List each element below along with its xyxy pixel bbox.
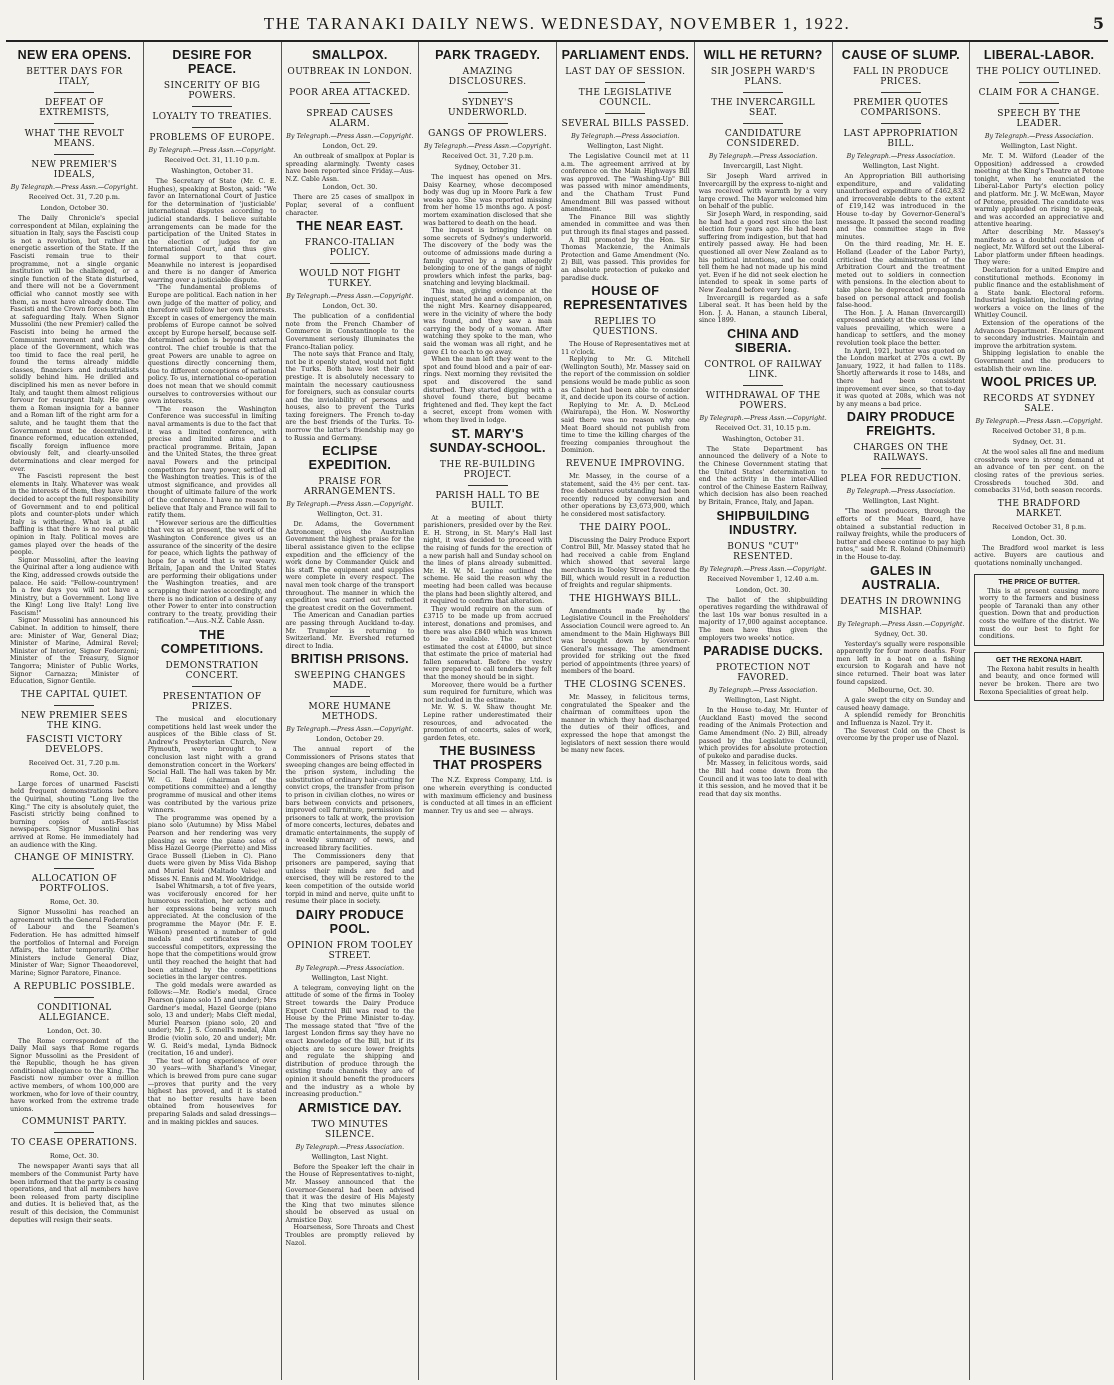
column-7 [833,42,971,1380]
subheading: WOULD NOT FIGHT TURKEY. [299,269,401,290]
article-text: Mr. W. S. W. Shaw thought Mr. Lepine rather underestimated their resources, and advocated the promotion of concerts, sales of work, garden fetes, etc. [423,703,552,742]
headline: ARMISTICE DAY. [297,1100,402,1115]
headline: THE NEAR EAST. [296,219,404,234]
article-text: An outbreak of smallpox at Poplar is spreading alarmingly. Twenty cases have been reported since Friday.—Aus-N.Z. Cable Assn. [285,152,415,183]
divider [330,696,370,697]
column-4 [419,42,557,1380]
article-text: Replying to Mr. G. Mitchell (Wellington South), Mr. Massey said on the report of the commission on soldier pensions would be made public as soon as Cabinet had been able to consider it, and decide upon its course of action. [561,355,690,402]
article-text: Isabel Whitmarsh, a tot of five years, was vociferously encored for her humorous recitation, her actions and her expressions being very much appreciated. At the conclusion of the programme the Mayor (Mr. F. E. Wilson) presented a number of gold medals and certificates to the successful competitors, expressing the hope that the competitions would grow until they reached the height that had been attained by the competitions societies in the larger centres. [147,882,277,982]
headline: ECLIPSE EXPEDITION. [308,444,392,473]
column-6 [695,42,833,1380]
columns-container [6,42,1108,1380]
subheading: GANGS OF PROWLERS. [428,129,548,139]
dateline: London, October 30. [40,204,109,212]
article-text: After describing Mr. Massey's manifesto as a doubtful confession of neglect, Mr. Wilford set out the Liberal-Labor platform under fifteen headings. They were: [974,227,1104,267]
subheading: OPINION FROM TOOLEY STREET. [286,940,413,961]
dateline: Rome, Oct. 30. [49,898,99,907]
article-text: The Hon. J. A. Hanan (Invercargill) expressed anxiety at the excessive land values prevailing, which were a handicap to settlers, and the money revolution took place the better. [836,308,966,348]
byline: By Telegraph.—Press Association. [708,687,818,695]
column-8 [970,42,1108,1380]
subheading: CHANGE OF MINISTRY. [14,853,135,864]
headline: GALES IN AUSTRALIA. [861,563,941,592]
ad-heading: GET THE REXONA HABIT. [995,656,1083,664]
subheading: PROBLEMS OF EUROPE. [149,133,275,143]
article-text: The Commissioners deny that prisoners are pampered, saying that unless their minds are fed and exercised, they will be restored to the keen competition of the outside world torpid in mind and nerve, quite unfit to resume their place in society. [285,851,415,906]
dateline: London, Oct. 30. [322,183,378,192]
article-text: The test of long experience of over 30 years—with Sharland's Vinegar, which is brewed from pure cane sugar—proves that purity and the very highest has proved, and it is stated that no better results have been obtained from housewives for preparing Salads and salad dressings—and in making pickles and sauces. [147,1056,277,1126]
dateline: Sydney, Oct. 31. [1012,438,1066,447]
subheading: PRAISE FOR ARRANGEMENTS. [303,477,396,498]
masthead [6,8,1108,42]
subheading: DEMONSTRATION CONCERT. [165,661,259,682]
article-text: The inquest is bringing light on some secrets of Sydney's underworld. The discovery of the body was the outcome of admissions made during a family quarrel by a man allegedly belonging to one of the gangs of night prowlers which infest the parks, bag-snatching and levying blackmail. [423,226,552,288]
article-text: The musical and elocutionary competitions held last week under the auspices of the Bible class of St. Andrew's Presbyterian Church, New Plymouth, were brought to a conclusion last night with a grand demonstration concert in the Workers' Social Hall. The hall was taken by Mr. W. G. Reid (chairman of the competitions committee) and a lengthy programme of musical and other items was contributed by the various prize winners. [147,715,277,815]
dateline: Wellington, Oct. 31. [317,510,383,519]
divider [54,1132,94,1133]
article-text: The annual report of the Commissioners of Prisons states that sweeping changes are being effected in the prison system, including the substitution of ordinary hair-cutting for convict crops, the transfer from prison to prison in civilian clothes, no wires or bars between convicts and prisoners, improved cell furniture, permission for prisoners to talk at work, the provision of more concerts, lectures, debates and dramatic entertainments, the supply of a weekly summary of news, and increased library facilities. [285,745,415,853]
article-text: The Daily Chronicle's special correspondent at Milan, explaining the situation in Italy, says the Fascisti coup is not a revolution, but rather an energetic assertion of the State. If the Fascisti remain true to their programme, not a single organic institution will be challenged, or a single function of the State disturbed, and there will not be a Government official who cannot mostly see with them, as most have already done. The Fascisti and the Crown forces both aim at safeguarding Italy. When Signor Mussolini (the new Premier) called the Fascisti into being he armed the Communist movement and take the place of the Government, which was too timid to face the real peril, he found the terms already middle classes, financiers and industrialists solidly behind him. He drilled and disciplined his men as never before in Italy, and taught them almost religious fervour for resurgent Italy. He gave them a Roman insignia for a banner and a Roman lift of the right arm for a salute, and he taught them that the Government must be decentralised, finance reformed, education extended, fiscally foreign influence more obviously felt, and clearly-unsoiled determinations and clear merged for ever. [10,214,139,473]
advertisement [974,574,1104,646]
headline: ST. MARY'S SUNDAY-SCHOOL. [429,426,546,455]
article-text: A gale swept the city on Sunday and caused heavy damage. [836,696,966,712]
article-text: This man, giving evidence at the inquest, stated he and a companion, on the night Mrs. Kearney disappeared, were in the vicinity of where the body was found, and they saw a man carrying the body of a woman. After watching they spoke to the man, who said the woman was all right, and he gave £1 to each to go away. [423,286,552,356]
divider [330,82,370,83]
subheading: PREMIER QUOTES COMPARISONS. [853,98,949,118]
dateline: London, Oct. 30. [735,585,791,594]
dateline: Received Oct. 31, 10.15 p.m. [715,423,811,432]
article-text: Moreover, there would be a further sum required for furniture, which was not included in the estimate. [423,680,552,704]
subheading: REVENUE IMPROVING. [565,459,685,469]
divider [54,705,94,706]
headline: PARK TRAGEDY. [435,48,541,62]
dateline: Invercargill, Last Night. [723,162,803,170]
headline: DESIRE FOR PEACE. [172,48,252,76]
headline: NEW ERA OPENS. [17,48,132,62]
article-text: The Fascisti represent the best elements in Italy. Whatever was weak in the interests of them, they have now decided to accept the full responsibility of Government and to end political plots and counter-plots under which Italy is withering. What is at all baffling is that there is no real public opinion in Italy. Political moves are games played over the heads of the people. [10,472,139,557]
article-text: The State Department has announced the delivery of a Note to the Chinese Government stating that the United States' determination to end the activity in the inter-Allied control of the Chinese Eastern Railway, which decision has also been reached by Britain, France, Italy, and Japan. [698,444,828,507]
article-text: They would require on the sum of £3715 to be made up from accrued interest, donations and promises, and there was also £840 which was known to be available. The architect estimated the cost at £4000, but since that estimate the price of material had fallen somewhat. Before the vestry were prepared to call tenders they felt that the money should be in sight. [423,604,552,682]
article-text: The gold medals were awarded as follows:—Mr. Rodie's medal, Grace Pearson (piano solo 15 and under); Mrs Gardner's medal, Hazel George (piano solo, 13 and under); Mabs Cleft medal, Muriel Pearson (piano solo, 20 and under); Mr. J. S. Connell's medal, Alan Brodie (violin solo, 20 and under); Mr. W. G. Reid's medal, Lynda Bidnock (recitation, 16 and under). [147,980,277,1058]
dateline: Received Oct. 31, 7.20 p.m. [28,193,120,201]
page-number: 5 [1092,14,1104,33]
column-1 [6,42,144,1380]
subheading: THE CLOSING SCENES. [564,680,687,691]
article-text: A telegram, conveying light on the attitude of some of the firms in Tooley Street towards the Dairy Produce Export Control Bill was read to the House by the Prime Minister to-day. The message stated that "five of the largest London firms say they have no exact knowledge of the Bill, but if its objects are to secure lower freights and regulate the shipping and distribution of produce through the existing trade channels they are of opinion it should benefit the producers and the industry as a whole by increasing production." [285,983,415,1099]
masthead-title: THE TARANAKI DAILY NEWS. WEDNESDAY, NOVEMBER 1, 1922. [263,14,851,33]
headline: WILL HE RETURN? [703,48,823,62]
byline: By Telegraph.—Press Assn.—Copyright. [286,501,414,509]
headline: HOUSE OF REPRESENTATIVES [563,284,688,313]
article-text: In April, 1921, butter was quoted on the London market at 270s a cwt. By January, 1922, it had fallen to 118s. Shortly afterwards it rose to 148s, and there had been consistent improvement ever since, so that to-day it was quoted at 208s, which was not by any means a bad price. [836,346,966,408]
divider [54,868,94,869]
byline: By Telegraph.—Press Association. [984,133,1094,140]
article-text: Signor Mussolini has announced his Cabinet. In addition to himself, there are: Minister of War, General Diaz; Minister of Marine, Admiral Revel; Minister of Interior, Signor Federzoni; Minister of the Treasury, Signor Tangorra; Minister of Public Works, Signor Carnazza; Minister of Education, Signor Gentile. [10,616,139,686]
article-text: Dr. Adams, the Government Astronomer, gives the Australian Government the highest praise for the liberal assistance given to the eclipse expedition and the efficiency of the work done by Commander Quick and his staff. The equipment and supplies were complete in every respect. The naval men took charge of the transport throughout. The manner in which the expedition was carried out reflected the greatest credit on the Government. [285,520,415,612]
subheading: TO CEASE OPERATIONS. [11,1138,138,1149]
article-text: Signor Mussolini, after the leaving the Quirinal after a long audience with the King, addressed crowds outside the palace. He said: "Fellow-countrymen! In a few days you will not have a Ministry, but a Government. Long live the King! Long live Italy! Long live Fascism!" [10,555,139,617]
article-text: The House of Representatives met at 11 o'clock. [561,340,690,356]
subheading: THE BRADFORD MARKET. [997,498,1081,519]
subheading: OUTBREAK IN LONDON. [287,67,413,77]
subheading: THE HIGHWAYS BILL. [569,593,682,604]
subheading: WITHDRAWAL OF THE POWERS. [705,390,821,411]
headline: PARLIAMENT ENDS. [561,48,690,62]
advertisement [974,652,1104,701]
subheading: PROTECTION NOT FAVORED. [716,663,811,684]
byline: By Telegraph.—Press Association. [295,1143,405,1151]
divider [54,154,94,155]
headline: SHIPBUILDING INDUSTRY. [716,508,810,537]
subheading: CANDIDATURE CONSIDERED. [724,129,802,149]
subheading: TWO MINUTES SILENCE. [311,1119,389,1140]
divider [1019,82,1059,83]
column-2 [144,42,282,1380]
article-text: Mr. Massey, in the course of a statement, said the 4½ per cent. tax-free debentures outstanding had been recently reduced by conversion and other operations by £3,673,900, which he considered most satisfactory. [561,472,690,518]
dateline: London, Oct. 30. [322,302,378,311]
byline: By Telegraph.—Press Association. [846,153,956,160]
column-5 [557,42,695,1380]
divider [881,123,921,124]
headline: BRITISH PRISONS. [290,652,409,667]
article-text: The ballot of the shipbuilding operatives regarding the withdrawal of the last 10s war bonus resulted in a majority of 17,000 against acceptance. The men have thus given the employers two weeks' notice. [698,595,828,642]
dateline: Received November 1, 12.40 a.m. [707,574,819,583]
article-text: Discussing the Dairy Produce Export Control Bill, Mr. Massey stated that he had received a cable from England which showed that several large merchants in Tooley Street favored the Bill, which would result in a reduction of freights and regular shipments. [561,535,690,590]
divider [468,92,508,93]
article-text: Mr. T. M. Wilford (Leader of the Opposition) addressed a crowded meeting at the King's Theatre at Petone tonight, when he enunciated the Liberal-Labor Party's election policy and platform. Mr. J. W. McEwan, Mayor of Petone, presided. The candidate was warmly applauded on rising to speak, and was accorded an appreciative and attentive hearing. [974,152,1104,229]
byline: By Telegraph.—Press Assn.—Copyright. [148,147,276,154]
dateline: London, Oct. 30. [46,1026,102,1035]
subheading: THE LEGISLATIVE COUNCIL. [578,88,673,108]
subheading: LAST APPROPRIATION BILL. [843,129,959,149]
divider [743,123,783,124]
subheading: BETTER DAYS FOR ITALY, [26,67,123,87]
article-text: A splendid remedy for Bronchitis and Influenza is Nazol. Try it. [836,711,966,727]
article-text: Extension of the operations of the Advances Department. Encouragement to secondary industries. Maintain and improve the arbitration system. [974,319,1104,350]
subheading: SPREAD CAUSES ALARM. [306,109,394,129]
headline: DAIRY PRODUCE FREIGHTS. [846,410,955,439]
column-3 [282,42,420,1380]
article-text: Sir Joseph Ward, in responding, said he had had a good rest since the last election four years ago. He had been suffering from indigestion, but that had entirely passed away. He had been questioned all over New Zealand as to his political intentions, and he could tell them he had not made up his mind yet. Even if he did not seek election he intended to speak in some parts of New Zealand before very long. [698,209,828,294]
article-text: The note says that France and Italy, not be it openly stated, would not fight the Turks. Both have lost their old prestige. It is absolutely necessary to maintain the necessary cautiousness for foreigners, such as consular courts and the inviolability of persons and houses, also to prevent the Turks taxing foreigners. The French to-day are the best friends of the Turks. To-morrow the latter's friendship may go to Russia and Germany. [285,350,415,442]
divider [468,485,508,486]
subheading: SINCERITY OF BIG POWERS. [163,81,261,101]
subheading: DEATHS IN DROWNING MISHAP. [840,596,962,617]
subheading: RECORDS AT SYDNEY SALE. [983,394,1096,415]
byline: By Telegraph.—Press Assn.—Copyright. [837,620,965,628]
subheading: SPEECH BY THE LEADER. [997,109,1082,129]
article-text: The Bradford wool market is less active. Buyers are cautious and quotations nominally unchanged. [974,543,1104,567]
subheading: FASCISTI VICTORY DEVELOPS. [26,734,123,755]
divider [54,123,94,124]
article-text: Mr. Massey, in felicitous words, said the Bill had come down from the Council and it was too late to deal with it this session, and he moved that it be read that day six months. [698,759,828,798]
article-text: Hoarseness, Sore Throats and Chest Troubles are promptly relieved by Nazol. [285,1223,415,1247]
subheading: NEW PREMIER'S IDEALS, [31,160,118,180]
article-text: Shipping legislation to enable the Government and the producers to establish their own line. [974,349,1104,373]
article-text: Large forces of unarmed Fascisti held frequent demonstrations before the Quirinal, shouting "Long live the King." The city is absolutely quiet, the Fascisti strictly being confined to burning copies of anti-Fascist newspapers. Signor Mussolini has arrived at Rome. He immediately had an audience with the King. [10,779,139,849]
subheading: PARISH HALL TO BE BUILT. [435,490,540,511]
dateline: Wellington, Last Night. [587,142,664,150]
article-text: In the House to-day, Mr. Hunter of (Auckland East) moved the second reading of the Animals Protection and Game Amendment (No. 2) Bill, already passed by the Legislative Council, which provides for absolute protection of pukeko and paradise ducks. [698,706,828,760]
article-text: Declaration for a united Empire and constitutional methods. Economy in public finance and the establishment of a State bank. Electoral reform. Industrial legislation, including giving workers a voice on the lines of the Whitley Council. [974,265,1104,320]
dateline: Received October 31, 8 p.m. [992,427,1087,436]
subheading: MORE HUMANE METHODS. [308,702,392,723]
subheading: REPLIES TO QUESTIONS. [592,317,658,338]
dateline: Wellington, Last Night. [862,162,940,170]
subheading: SWEEPING CHANGES MADE. [294,671,406,692]
subheading: SIR JOSEPH WARD'S PLANS. [710,67,816,87]
subheading: SYDNEY'S UNDERWORLD. [447,98,528,118]
article-text: When the man left they went to the spot and found blood and a pair of ear-rings. Next morning they revisited the spot and discovered the sand disturbed. They started digging with a shovel found there, but became frightened and fled. They kept the fact a secret, except from women with whom they lived in lodge. [423,355,552,424]
dateline: London, October 29. [315,735,384,744]
dateline: Received Oct. 31, 11.10 p.m. [164,156,260,164]
byline: By Telegraph.—Press Association. [708,153,818,160]
subheading: PRESENTATION OF PRIZES. [162,692,262,713]
dateline: Wellington, Last Night. [311,1152,389,1161]
article-text: "However serious are the difficulties that vex us at present, the work of the Washington Conference gives us an assurance of the sincerity of the desire for peace, which lights the pathway of hope for a world that is war weary. Britain, Japan and the United States are performing their obligations under the Washington treaties, and are scrapping their navies accordingly, and there is no indication of a desire of any other Power to enter into construction contrary to the treaty, providing their ratification."—Aus.-N.Z. Cable Assn. [147,518,277,626]
subheading: BONUS "CUT" RESENTED. [727,541,800,562]
dateline: Wellington, Last Night. [311,973,389,982]
byline: By Telegraph.—Press Assn.—Copyright. [975,418,1103,426]
dateline: Wellington, Last Night. [862,497,940,506]
dateline: Washington, October 31. [722,434,805,443]
dateline: Rome, Oct. 30. [49,1152,99,1161]
byline: By Telegraph.—Press Assn.—Copyright. [699,414,827,422]
subheading: CONTROL OF RAILWAY LINK. [704,359,822,380]
headline: PARADISE DUCKS. [703,644,823,659]
divider [605,113,645,114]
dateline: Sydney, October 31. [454,163,521,171]
byline: By Telegraph.—Press Assn.—Copyright. [424,143,552,150]
byline: By Telegraph.—Press Assn.—Copyright. [286,293,414,301]
headline: DAIRY PRODUCE POOL. [295,907,404,936]
byline: By Telegraph.—Press Association. [295,964,405,972]
headline: WOOL PRICES UP. [981,375,1098,390]
divider [54,92,94,93]
subheading: LAST DAY OF SESSION. [565,67,686,77]
article-text: At the wool sales all fine and medium crossbreds were in strong demand at an advance of ten per cent. on the closing rates of the previous series. Crossbreds touched 30d. and comebacks 31½d, both season records. [974,448,1104,495]
headline: THE BUSINESS THAT PROSPERS [433,744,543,773]
article-text: The Rome correspondent of the Daily Mail says that Rome regards Signor Mussolini as the President of the Republic, though he has given conditional allegiance to the King. The Fascisti now number over a million active members, of whom 100,000 are workmen, who for love of their country, have worked from the extreme trade unions. [10,1036,139,1113]
subheading: SEVERAL BILLS PASSED. [561,119,690,129]
byline: By Telegraph.—Press Assn.—Copyright. [286,726,414,734]
article-text: The N.Z. Express Company, Ltd. is one wherein everything is conducted with maximum efficiency and business is conducted at all times in an efficient manner. Try us and see — always. [423,776,552,815]
subheading: CONDITIONAL ALLEGIANCE. [37,1002,112,1023]
dateline: London, Oct. 29. [322,142,378,150]
subheading: DEFEAT OF EXTREMISTS, [39,98,110,118]
ad-text: This is at present causing more worry to the farmers and business people of Taranaki than any other question. Down that and production costs the welfare of the district. We must do our best to fight for conditions. [979,586,1099,641]
article-text: Signor Mussolini has reached an agreement with the General Federation of Labour and the Seamen's Federation. He has admitted himself the portfolios of Internal and Foreign Affairs, the latter temporarily. Other Ministers include General Diaz, Minister of War; Signor Theaodorevel, Marine; Signor Paratore, Finance. [10,908,139,977]
headline: CHINA AND SIBERIA. [727,326,800,355]
article-text: Invercargill is regarded as a safe Liberal seat. It has been held by the Hon. J. A. Hanan, a staunch Liberal, since 1899. [698,293,828,325]
subheading: LOYALTY TO TREATIES. [152,112,272,122]
subheading: POOR AREA ATTACKED. [289,88,411,98]
article-text: The American and Canadian parties are passing through Auckland to-day. Mr. Trumpler is returning to Switzerland. Mr. Evershed returned direct to India. [285,611,415,650]
dateline: Sydney, Oct. 30. [874,629,928,638]
dateline: Wellington, Last Night. [724,696,802,705]
headline: CAUSE OF SLUMP. [841,48,960,62]
subheading: THE RE-BUILDING PROJECT. [439,459,536,480]
article-text: The programme was opened by a piano solo (Autumne) by Miss Mabel Pearson and her rendering was very pleasing as were the piano solos of Miss Hazel George (Pierrette) and Miss Grace Bussell (Lieben in C). Piano duets were given by Miss Vida Bishop and Muriel Reid (Maltado Valse) and Misses N. Ennis and M. Wooldridge. [147,813,277,883]
dateline: London, Oct. 30. [1011,533,1067,542]
divider [192,106,232,107]
dateline: Received October 31, 8 p.m. [992,522,1087,531]
subheading: A REPUBLIC POSSIBLE. [13,981,135,992]
article-text: Sir Joseph Ward arrived in Invercargill by the express to-night and was received with warmth by a very large crowd. The Mayor welcomed him on behalf of the public. [698,172,828,211]
divider [54,997,94,998]
article-text: There are 25 cases of smallpox in Poplar, several of a confluent character. [285,193,415,217]
divider [881,468,921,469]
subheading: THE CAPITAL QUIET. [20,689,128,700]
article-text: "The fundamental problems of Europe are political. Each nation in her own judge of the matter of policy, and therefore will follow her own interests. Except in cases of emergency the main problems of Europe cannot be solved except by Europe herself, because self-determined action is beyond external control. The chief trouble is that the great Powers are unable to agree on questions directly concerning them, due to different conceptions of national policy. To us, international co-operation does not mean that we should commit ourselves to controversies without our own interests. [147,283,277,406]
subheading: FRANCO-ITALIAN POLICY. [304,238,395,259]
subheading: COMMUNIST PARTY. [21,1117,127,1128]
divider [743,385,783,386]
divider [192,127,232,128]
article-text: A Bill promoted by the Hon. Sir Thomas Mackenzie, the Animals Protection and Game Amendment (No. 2) Bill, was passed. This provides for an absolute protection of pukeko and paradise duck. [561,235,690,282]
article-text: An Appropriation Bill authorising expenditure, and validating unauthorised expenditure of £462,832 and irrecoverable debts to the extent of £19,142 was introduced in the House to-day by Governor-General's message. It passed the second reading and the committee stage in five minutes. [836,172,966,241]
article-text: The Finance Bill was slightly amended in committee and was then put through its final stages and passed. [561,212,690,236]
article-text: At a meeting of about thirty parishioners, presided over by the Rev. E. H. Strong, in St. Mary's Hall last night, it was decided to proceed with the raising of funds for the erection of a new parish hall and Sunday school on the lines of plans already submitted. Mr. H. W. M. Lepine outlined the scheme. He said the reason why the meeting had been called was because the plans had been slightly altered, and it required to confirm that alteration. [423,513,553,606]
ad-text: The Rexona habit results in health and beauty, and once formed will never be broken. There are two Rexona Specialities of great help. [979,664,1099,696]
subheading: ALLOCATION OF PORTFOLIOS. [31,874,117,895]
headline: SMALLPOX. [312,48,388,62]
subheading: AMAZING DISCLOSURES. [448,67,527,87]
divider [330,103,370,104]
divider [1019,103,1059,104]
article-text: The Legislative Council met at 11 a.m. The agreement arrived at by conference on the Main Highways Bill was approved. The "Washing-Up" Bill was passed with minor amendments, and the Chatham Trust Fund Amendment Bill was passed without amendment. [561,152,690,214]
byline: By Telegraph.—Press Association. [571,133,680,140]
subheading: WHAT THE REVOLT MEANS. [24,129,125,149]
article-text: Yesterday's squally were responsible apparently for four more deaths. Four men left in a boat on a fishing excursion to Kogarah and have not since returned. Their boat was later found capsized. [836,639,966,686]
article-text: "The reason the Washington Conference was successful in limiting naval armaments is due to the fact that it was a limited conference, with precise and limited aims and a practical programme. Britain, Japan and the United States, the three great naval Powers and the principal competitors for navy power, settled all the Washington treaties. This is of the utmost significance, and provides all thought of ultimate failure of the work of the conference. I have no reason to believe that Italy and France will fail to ratify them. [147,404,277,520]
divider [743,92,783,93]
article-text: The Secretary of State (Mr. C. E. Hughes), speaking at Boston, said: "We favor an International Court of Justice for the determination of 'justiciable' international disputes according to judicial standards. I believe suitable arrangements can be made for the participation of the United States in the election of judges for an International Court, and thus give formal support to that court. Meanwhile no interest is jeopardised and there is no danger of America warring over a justiciable dispute. [147,177,277,284]
subheading: CHARGES ON THE RAILWAYS. [853,443,949,464]
divider [468,123,508,124]
dateline: Wellington, Last Night. [1000,142,1078,150]
article-text: Before the Speaker left the chair in the House of Representatives to-night, Mr. Massey announced that the Governor-General had been advised that it was the desire of His Majesty the King that two minutes silence should be observed as usual on Armistice Day. [285,1162,415,1224]
subheading: THE POLICY OUTLINED. [976,67,1102,77]
subheading: THE INVERCARGILL SEAT. [711,98,816,118]
subheading: NEW PREMIER SEES THE KING. [20,710,128,731]
subheading: CLAIM FOR A CHANGE. [978,88,1100,98]
article-text: Amendments made by the Legislative Council in the Freeholders' Association Council were agreed to. An amendment to the Main Highways Bill was brought down by Governor-General's message. The amendment provided for striking out the fixed period of appointments (three years) of members of the board. [561,606,690,676]
subheading: FALL IN PRODUCE PRICES. [853,67,949,87]
dateline: Washington, October 31. [171,167,254,175]
article-text: The Severest Cold on the Chest is overcome by the proper use of Nazol. [836,726,966,743]
dateline: Rome, Oct. 30. [49,769,99,778]
byline: By Telegraph.—Press Assn.—Copyright. [10,184,138,191]
subheading: THE DAIRY POOL. [579,522,672,533]
dateline: Melbourne, Oct. 30. [867,686,934,695]
divider [192,686,232,687]
ad-heading: THE PRICE OF BUTTER. [998,578,1080,586]
divider [605,82,645,83]
byline: By Telegraph.—Press Association. [846,488,956,496]
byline: By Telegraph.—Press Assn.—Copyright. [286,133,414,140]
subheading: PLEA FOR REDUCTION. [840,474,962,485]
article-text: On the third reading, Mr. H. E. Holland (Leader of the Labor Party), criticised the administration of the Arbitration Court and the treatment meted out to soldiers in connection with pensions. In the election about to take place he deprecated propaganda based on personal attack and foolish false-hood. [836,240,966,310]
article-text: "The most producers, through the efforts of the Meat Board, have obtained a substantial reduction in railway freights, while the producers of butter and cheese continue to pay high rates," said Mr. R. Roland (Ohinemuri) in the House to-day. [836,507,966,561]
article-text: The newspaper Avanti says that all members of the Communist Party have been informed that the party is ceasing operations, and that all members have been released from party discipline and duties. It is believed that, as the result of this decision, the Communist deputies will resign their seats. [10,1162,139,1224]
article-text: The inquest has opened on Mrs. Daisy Kearney, whose decomposed body was dug up in Moore Park a few weeks ago. She was reported missing from her home 15 months ago. A post-mortem examination disclosed that she was battered to death on the head. [423,173,552,227]
dateline: Received Oct. 31, 7.20 p.m. [442,152,534,160]
headline: LIBERAL-LABOR. [983,48,1095,62]
article-text: Mr. Massey, in felicitous terms, congratulated the Speaker and the chairman of committees upon the manner in which they had discharged the duties of their offices, and expressed the hope that amongst the legislators of next session there would be many new faces. [561,693,690,755]
divider [330,263,370,264]
dateline: Received Oct. 31, 7.20 p.m. [28,758,120,767]
article-text: The publication of a confidential note from the French Chamber of Commerce in Constantinople to the Government seriously illuminates the Franco-Italian policy. [285,312,415,351]
headline: THE COMPETITIONS. [160,628,264,657]
article-text: Replying to Mr. A. D. McLeod (Wairarapa), the Hon. W. Nosworthy said there was no reason why one Meat Board should not publish from time to time the killing charges of the freezing companies throughout the Dominion. [561,400,690,455]
divider [881,92,921,93]
byline: By Telegraph.—Press Assn.—Copyright. [699,565,827,573]
